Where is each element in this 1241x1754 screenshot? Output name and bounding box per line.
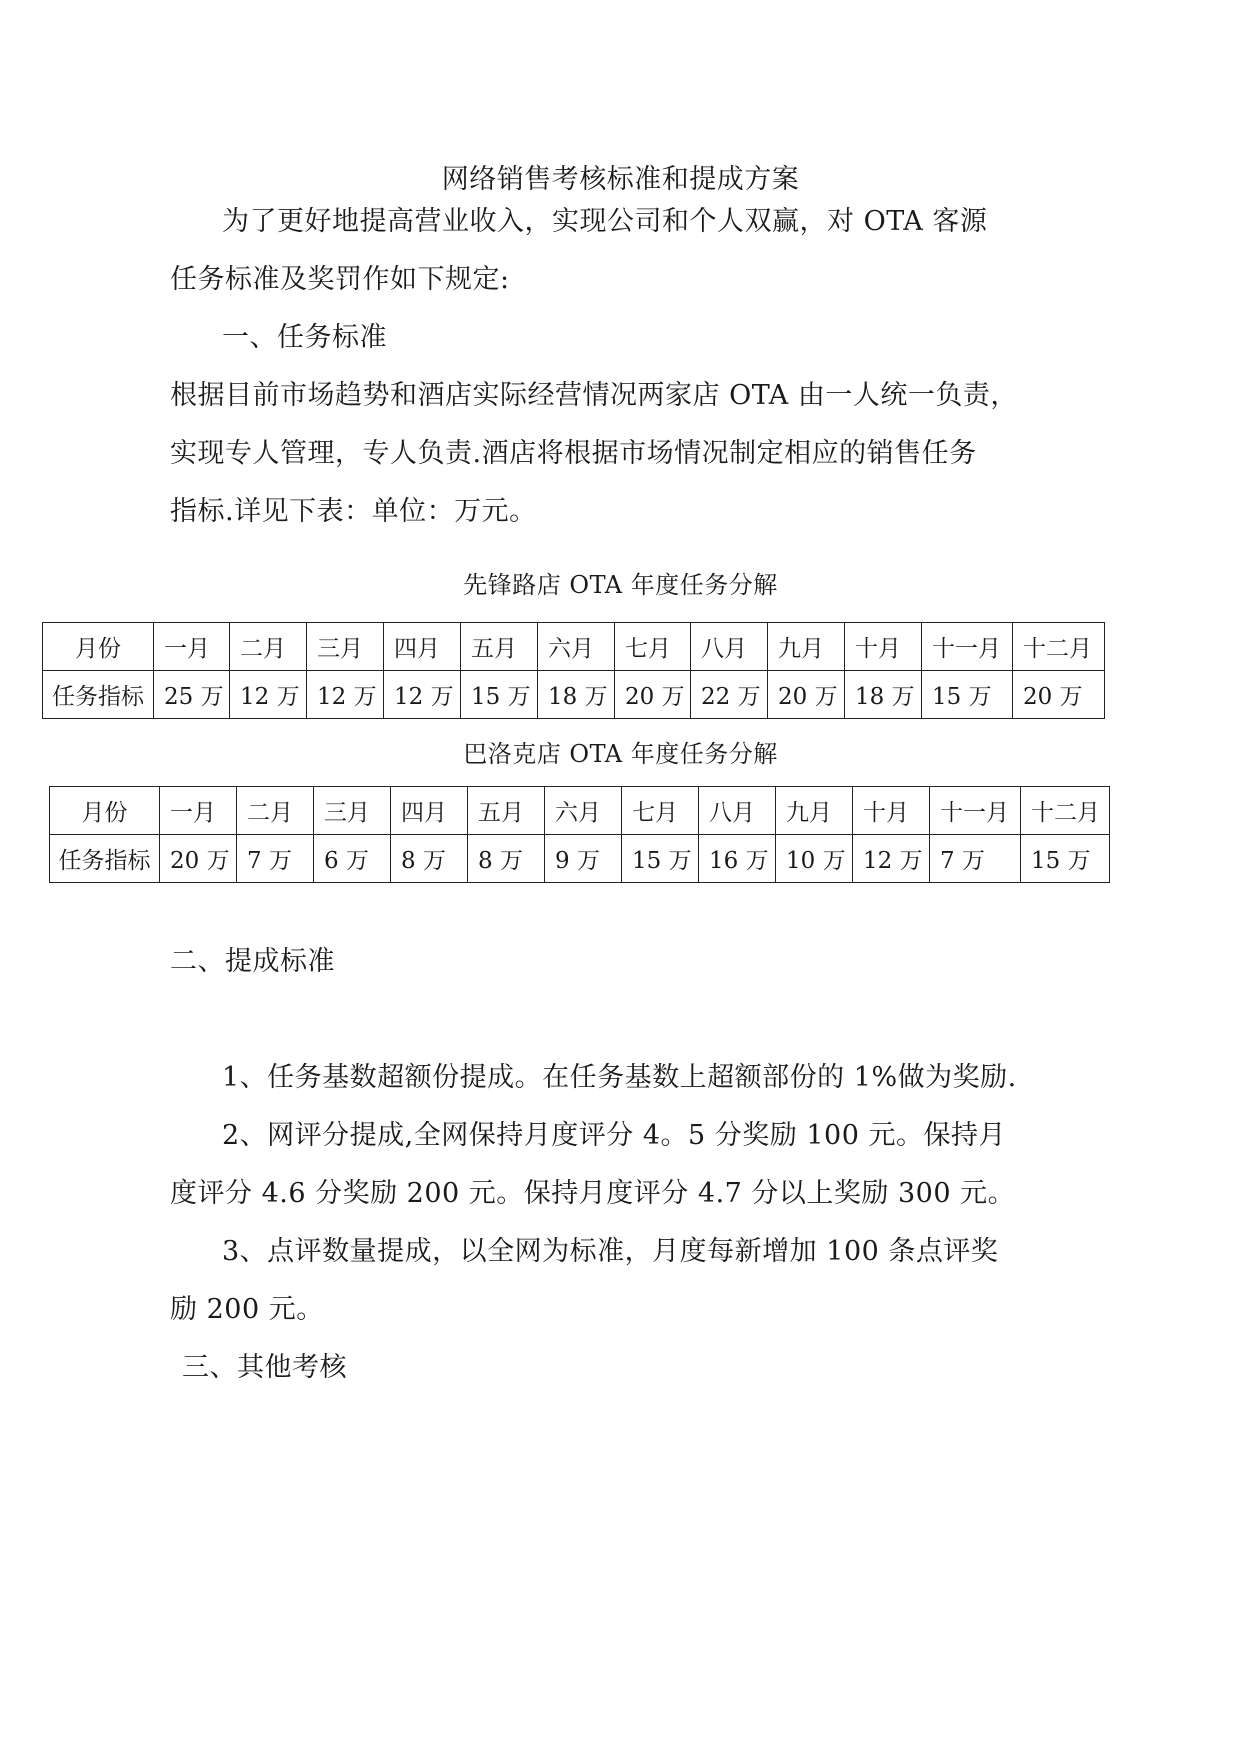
row-label-cell: 任务指标 — [43, 671, 154, 719]
table-header-row — [43, 623, 1105, 671]
month-cell: 五月 — [468, 787, 545, 835]
month-cell: 十一月 — [922, 623, 1013, 671]
value-cell: 15 万 — [922, 671, 1013, 719]
month-cell: 七月 — [622, 787, 699, 835]
month-cell: 十月 — [853, 787, 930, 835]
value-cell: 12 万 — [853, 835, 930, 883]
value-cell: 9 万 — [545, 835, 622, 883]
month-cell: 二月 — [237, 787, 314, 835]
header-label-cell: 月份 — [43, 623, 154, 671]
value-cell: 18 万 — [845, 671, 922, 719]
intro-line-2: 任务标准及奖罚作如下规定: — [170, 264, 510, 295]
month-cell: 九月 — [768, 623, 845, 671]
value-cell: 15 万 — [461, 671, 538, 719]
month-cell: 一月 — [160, 787, 237, 835]
table-caption: 先锋路店 OTA 年度任务分解 — [463, 571, 778, 599]
value-cell: 15 万 — [1021, 835, 1110, 883]
row-label-cell: 任务指标 — [50, 835, 160, 883]
header-label-cell: 月份 — [50, 787, 160, 835]
section2-item-1: 1、任务基数超额份提成。在任务基数上超额部份的 1%做为奖励. — [222, 1062, 1017, 1093]
section3-heading: 三、其他考核 — [182, 1352, 347, 1383]
month-cell: 六月 — [538, 623, 615, 671]
value-cell: 12 万 — [307, 671, 384, 719]
month-cell: 十二月 — [1021, 787, 1110, 835]
section2-item-2-line-1: 2、网评分提成,全网保持月度评分 4。5 分奖励 100 元。保持月 — [222, 1120, 1006, 1151]
value-cell: 12 万 — [230, 671, 307, 719]
table-value-row — [50, 835, 1110, 883]
month-cell: 九月 — [776, 787, 853, 835]
document-title: 网络销售考核标准和提成方案 — [441, 164, 800, 195]
month-cell: 八月 — [691, 623, 768, 671]
month-cell: 七月 — [615, 623, 691, 671]
month-cell: 三月 — [314, 787, 391, 835]
value-cell: 6 万 — [314, 835, 391, 883]
task-table — [42, 622, 1105, 719]
table-value-row — [43, 671, 1105, 719]
section2-item-3-line-1: 3、点评数量提成，以全网为标准，月度每新增加 100 条点评奖 — [222, 1236, 999, 1267]
section1-line-1: 根据目前市场趋势和酒店实际经营情况两家店 OTA 由一人统一负责， — [170, 380, 1018, 411]
value-cell: 18 万 — [538, 671, 615, 719]
month-cell: 三月 — [307, 623, 384, 671]
table-caption: 巴洛克店 OTA 年度任务分解 — [463, 740, 778, 768]
month-cell: 六月 — [545, 787, 622, 835]
month-cell: 十月 — [845, 623, 922, 671]
section2-item-2-line-2: 度评分 4.6 分奖励 200 元。保持月度评分 4.7 分以上奖励 300 元。 — [170, 1178, 1016, 1209]
value-cell: 8 万 — [391, 835, 468, 883]
section2-heading: 二、提成标准 — [170, 946, 335, 977]
value-cell: 7 万 — [237, 835, 314, 883]
section1-line-2: 实现专人管理，专人负责.酒店将根据市场情况制定相应的销售任务 — [170, 438, 977, 469]
value-cell: 7 万 — [930, 835, 1021, 883]
section1-line-3: 指标.详见下表：单位：万元。 — [170, 496, 537, 527]
value-cell: 12 万 — [384, 671, 461, 719]
section2-item-3-line-2: 励 200 元。 — [170, 1294, 324, 1325]
value-cell: 10 万 — [776, 835, 853, 883]
month-cell: 五月 — [461, 623, 538, 671]
value-cell: 20 万 — [160, 835, 237, 883]
month-cell: 十一月 — [930, 787, 1021, 835]
value-cell: 15 万 — [622, 835, 699, 883]
section1-heading: 一、任务标准 — [222, 322, 387, 353]
value-cell: 25 万 — [154, 671, 230, 719]
value-cell: 20 万 — [768, 671, 845, 719]
table-header-row — [50, 787, 1110, 835]
value-cell: 20 万 — [615, 671, 691, 719]
value-cell: 16 万 — [699, 835, 776, 883]
month-cell: 十二月 — [1013, 623, 1105, 671]
month-cell: 四月 — [384, 623, 461, 671]
task-table — [49, 786, 1110, 883]
month-cell: 二月 — [230, 623, 307, 671]
intro-line-1: 为了更好地提高营业收入，实现公司和个人双赢，对 OTA 客源 — [222, 206, 988, 237]
month-cell: 一月 — [154, 623, 230, 671]
value-cell: 20 万 — [1013, 671, 1105, 719]
value-cell: 8 万 — [468, 835, 545, 883]
month-cell: 四月 — [391, 787, 468, 835]
month-cell: 八月 — [699, 787, 776, 835]
value-cell: 22 万 — [691, 671, 768, 719]
